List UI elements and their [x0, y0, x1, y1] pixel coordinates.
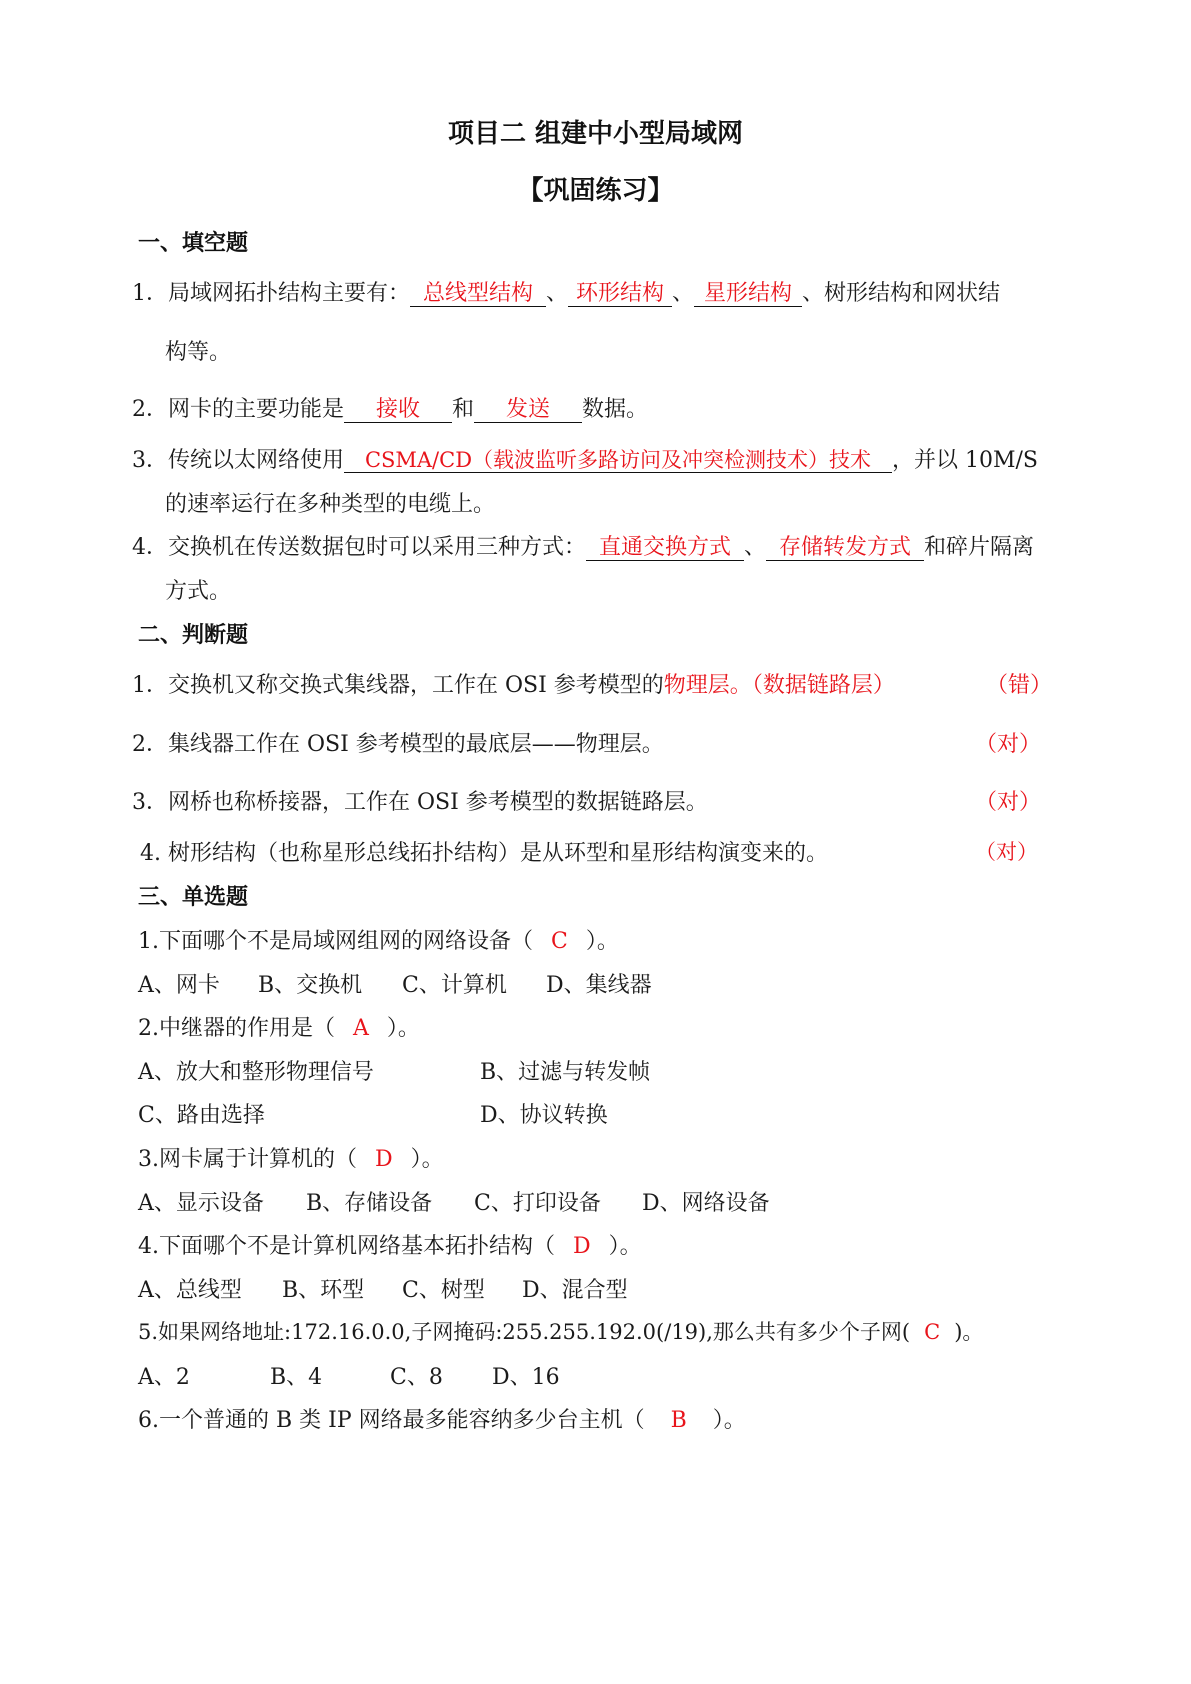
choice-q1-tail: ）。 — [585, 929, 619, 954]
fill-question-4 — [132, 530, 1034, 561]
choice-q5-option-a: A、2 — [138, 1365, 190, 1390]
page-title: 项目二 组建中小型局域网 — [447, 119, 744, 149]
judge-q4-verdict: （对） — [975, 840, 1038, 864]
section-choice-heading: 三、单选题 — [138, 885, 249, 910]
page-subtitle: 【巩固练习】 — [517, 176, 674, 206]
choice-q3-answer: D — [375, 1147, 393, 1172]
choice-q2-option-a: A、放大和整形物理信号 — [138, 1060, 374, 1085]
fill-question-3 — [132, 443, 1038, 474]
choice-q5-lead: 5.如果网络地址:172.16.0.0,子网掩码:255.255.192.0(/19),那么共有多少个子网( — [138, 1320, 911, 1344]
fill-q4-continuation: 方式。 — [165, 579, 232, 604]
fill-q4-answer-1: 直通交换方式 — [586, 535, 744, 561]
choice-q1-answer: C — [551, 929, 568, 954]
fill-q3-continuation: 的速率运行在多种类型的电缆上。 — [165, 492, 496, 517]
choice-q3-tail: ）。 — [410, 1147, 444, 1172]
choice-question-1 — [138, 924, 619, 955]
fill-q1-continuation: 构等。 — [165, 340, 232, 365]
fill-question-2 — [132, 392, 648, 423]
choice-question-2 — [138, 1011, 420, 1042]
choice-q1-option-b: B、交换机 — [258, 973, 363, 998]
fill-q4-tail: 和碎片隔离 — [924, 535, 1035, 560]
choice-q4-option-b: B、环型 — [282, 1278, 365, 1303]
choice-question-4 — [138, 1229, 642, 1260]
choice-q2-option-b: B、过滤与转发帧 — [480, 1060, 651, 1085]
fill-question-1 — [132, 276, 1000, 307]
fill-q2-mid: 和 — [452, 397, 475, 422]
choice-q3-option-b: B、存储设备 — [306, 1191, 433, 1216]
choice-question-3 — [138, 1142, 444, 1173]
fill-q4-sep: 、 — [744, 535, 767, 560]
judge-question-2: 2．集线器工作在 OSI 参考模型的最底层——物理层。 — [132, 732, 664, 757]
choice-q6-answer: B — [670, 1408, 687, 1433]
fill-q1-answer-1: 总线型结构 — [410, 281, 546, 307]
fill-q4-lead: 4．交换机在传送数据包时可以采用三种方式： — [132, 535, 586, 560]
choice-question-5 — [138, 1316, 983, 1346]
choice-q1-option-c: C、计算机 — [402, 973, 507, 998]
fill-q3-lead: 3．传统以太网络使用 — [132, 448, 344, 473]
choice-q4-option-d: D、混合型 — [522, 1278, 628, 1303]
choice-q3-option-d: D、网络设备 — [642, 1191, 770, 1216]
fill-q1-lead: 1．局域网拓扑结构主要有： — [132, 281, 410, 306]
choice-q6-lead: 6.一个普通的 B 类 IP 网络最多能容纳多少台主机（ — [138, 1408, 645, 1433]
judge-q1-verdict: （错） — [986, 673, 1053, 698]
choice-q3-lead: 3.网卡属于计算机的（ — [138, 1147, 357, 1172]
choice-q2-tail: ）。 — [386, 1016, 420, 1041]
judge-q1-text: 1．交换机又称交换式集线器，工作在 OSI 参考模型的 — [132, 673, 664, 698]
fill-q2-answer-2: 发送 — [474, 397, 582, 423]
fill-q4-answer-2: 存储转发方式 — [766, 535, 924, 561]
choice-q5-option-d: D、16 — [492, 1365, 560, 1390]
choice-q4-option-a: A、总线型 — [138, 1278, 242, 1303]
choice-q1-option-d: D、集线器 — [546, 973, 652, 998]
choice-q4-lead: 4.下面哪个不是计算机网络基本拓扑结构（ — [138, 1234, 555, 1259]
choice-q5-answer: C — [924, 1320, 941, 1344]
choice-q1-option-a: A、网卡 — [138, 973, 220, 998]
fill-q3-answer: CSMA/CD（载波监听多路访问及冲突检测技术）技术 — [344, 448, 892, 473]
fill-q2-tail: 数据。 — [582, 397, 649, 422]
choice-question-6 — [138, 1403, 746, 1434]
judge-q1-wrong-term: 物理层。 — [663, 673, 752, 698]
fill-q1-tail: 、树形结构和网状结 — [802, 281, 1001, 306]
choice-q6-tail: ）。 — [712, 1408, 746, 1433]
fill-q1-answer-2: 环形结构 — [568, 281, 672, 307]
choice-q5-option-b: B、4 — [270, 1365, 323, 1390]
fill-q2-lead: 2．网卡的主要功能是 — [132, 397, 344, 422]
choice-q3-option-a: A、显示设备 — [138, 1191, 264, 1216]
choice-q5-tail: )。 — [954, 1320, 984, 1344]
section-judge-heading: 二、判断题 — [138, 623, 249, 648]
choice-q2-option-d: D、协议转换 — [480, 1103, 608, 1128]
judge-q3-verdict: （对） — [975, 790, 1042, 815]
choice-q4-tail: ）。 — [608, 1234, 642, 1259]
fill-q3-tail: ，并以 10M/S — [892, 448, 1038, 473]
choice-q2-lead: 2.中继器的作用是（ — [138, 1016, 335, 1041]
choice-q3-option-c: C、打印设备 — [474, 1191, 601, 1216]
choice-q4-answer: D — [573, 1234, 591, 1259]
fill-q1-sep-2: 、 — [672, 281, 695, 306]
choice-q1-lead: 1.下面哪个不是局域网组网的网络设备（ — [138, 929, 533, 954]
fill-q1-sep-1: 、 — [546, 281, 569, 306]
fill-q2-answer-1: 接收 — [344, 397, 452, 423]
judge-question-4: 4. 树形结构（也称星形总线拓扑结构）是从环型和星形结构演变来的。 — [140, 841, 828, 866]
judge-q1-correction: （数据链路层） — [751, 673, 895, 698]
choice-q4-option-c: C、树型 — [402, 1278, 485, 1303]
choice-q2-option-c: C、路由选择 — [138, 1103, 265, 1128]
fill-q1-answer-3: 星形结构 — [694, 281, 802, 307]
choice-q2-answer: A — [353, 1016, 369, 1041]
judge-question-1 — [132, 668, 895, 699]
judge-q2-verdict: （对） — [975, 732, 1042, 757]
choice-q5-option-c: C、8 — [390, 1365, 443, 1390]
section-fill-heading: 一、填空题 — [138, 231, 249, 256]
judge-question-3: 3．网桥也称桥接器，工作在 OSI 参考模型的数据链路层。 — [132, 790, 708, 815]
